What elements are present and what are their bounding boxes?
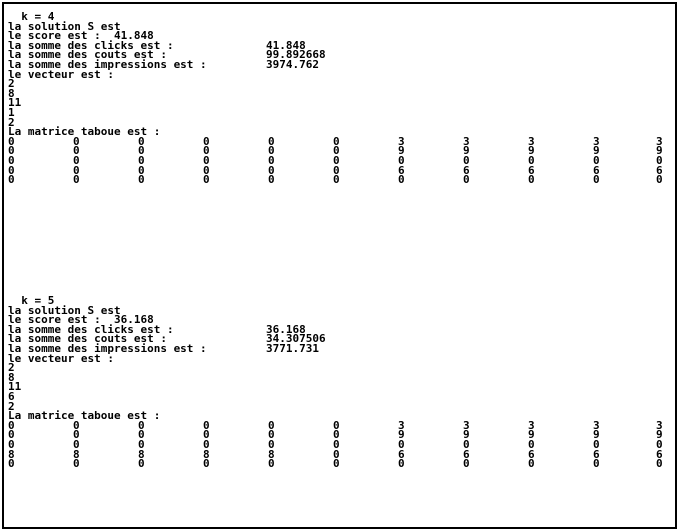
matrice-cell: 9 (656, 144, 663, 158)
matrice-cell: 0 (8, 153, 15, 167)
vecteur-list (8, 363, 671, 411)
matrice-cell: 9 (593, 144, 600, 158)
matrice-cell: 0 (333, 134, 340, 148)
result-block-k4 (8, 12, 671, 185)
matrice-cell: 0 (528, 153, 535, 167)
matrice-cell: 0 (73, 153, 80, 167)
matrice-cell: 0 (398, 457, 405, 471)
couts-value: 34.307506 (266, 332, 326, 346)
matrice-row (8, 459, 671, 469)
matrice-cell: 0 (268, 153, 275, 167)
matrice-cell: 0 (138, 134, 145, 148)
matrice-cell: 0 (138, 153, 145, 167)
matrice-cell: 0 (268, 173, 275, 187)
matrice-cell: 3 (656, 134, 663, 148)
matrice-cell: 6 (463, 163, 470, 177)
vecteur-item: 2 (8, 115, 15, 129)
matrice-cell: 9 (398, 428, 405, 442)
matrice-cell: 6 (398, 447, 405, 461)
result-block-k5 (8, 296, 671, 469)
couts-label: la somme des couts est : (8, 332, 167, 346)
matrice-cell: 8 (138, 447, 145, 461)
matrice-cell: 0 (333, 457, 340, 471)
impressions-label: la somme des impressions est : (8, 57, 207, 71)
matrice-cell: 3 (528, 418, 535, 432)
matrice-cell: 0 (8, 418, 15, 432)
matrice-cell: 0 (268, 437, 275, 451)
matrice-cell: 3 (463, 134, 470, 148)
impressions-value: 3974.762 (266, 57, 319, 71)
matrice-cell: 0 (73, 134, 80, 148)
matrice-cell: 0 (73, 428, 80, 442)
score-line: le score est : 41.848 (8, 29, 154, 43)
matrice-cell: 0 (268, 418, 275, 432)
matrice-cell: 0 (203, 418, 210, 432)
matrice-cell: 0 (333, 153, 340, 167)
matrice-cell: 0 (593, 437, 600, 451)
matrice-cell: 6 (656, 163, 663, 177)
matrice-cell: 0 (138, 144, 145, 158)
matrice-label: La matrice taboue est : (8, 409, 161, 423)
matrice-cell: 0 (268, 163, 275, 177)
matrice-cell: 0 (268, 144, 275, 158)
solution-line: la solution S est (8, 19, 121, 33)
k-line: k = 5 (8, 294, 55, 307)
matrice-cell: 0 (463, 437, 470, 451)
matrice-cell: 9 (656, 428, 663, 442)
matrice-cell: 3 (463, 418, 470, 432)
matrice-cell: 0 (268, 457, 275, 471)
matrice-cell: 6 (593, 163, 600, 177)
matrice-cell: 0 (333, 447, 340, 461)
matrice-cell: 9 (528, 428, 535, 442)
k-line: k = 4 (8, 10, 55, 23)
matrice-cell: 0 (333, 418, 340, 432)
matrice-cell: 0 (8, 163, 15, 177)
matrice-cell: 0 (73, 457, 80, 471)
matrice-cell: 0 (333, 437, 340, 451)
matrice-row (8, 175, 671, 185)
impressions-value: 3771.731 (266, 341, 319, 355)
matrice-cell: 3 (398, 134, 405, 148)
matrice-cell: 0 (138, 437, 145, 451)
matrice-cell: 0 (528, 437, 535, 451)
matrice-cell: 0 (333, 163, 340, 177)
score-line: le score est : 36.168 (8, 313, 154, 327)
vecteur-label: le vecteur est : (8, 67, 114, 81)
clicks-label: la somme des clicks est : (8, 38, 174, 52)
matrice-cell: 0 (138, 457, 145, 471)
matrice-cell: 0 (268, 428, 275, 442)
matrice-cell: 0 (203, 144, 210, 158)
matrice-cell: 0 (398, 173, 405, 187)
matrice-cell: 9 (528, 144, 535, 158)
matrice-cell: 0 (656, 457, 663, 471)
matrice-table (8, 134, 671, 187)
matrice-cell: 0 (138, 163, 145, 177)
vecteur-item: 2 (8, 77, 15, 91)
matrice-cell: 0 (656, 153, 663, 167)
matrice-cell: 0 (203, 457, 210, 471)
matrice-cell: 9 (463, 144, 470, 158)
matrice-cell: 0 (8, 457, 15, 471)
matrice-cell: 0 (656, 437, 663, 451)
impressions-label: la somme des impressions est : (8, 341, 207, 355)
matrice-table (8, 418, 671, 471)
matrice-cell: 0 (203, 428, 210, 442)
matrice-cell: 3 (593, 418, 600, 432)
vecteur-item: 1 (8, 105, 15, 119)
console-window (2, 2, 677, 529)
matrice-cell: 0 (8, 144, 15, 158)
matrice-cell: 6 (593, 447, 600, 461)
matrice-cell: 3 (593, 134, 600, 148)
matrice-cell: 0 (398, 437, 405, 451)
matrice-cell: 0 (528, 173, 535, 187)
matrice-cell: 8 (73, 447, 80, 461)
matrice-cell: 0 (463, 457, 470, 471)
matrice-cell: 0 (528, 457, 535, 471)
matrice-cell: 0 (138, 428, 145, 442)
console-output (8, 12, 671, 523)
vecteur-item: 11 (8, 96, 22, 110)
matrice-cell: 0 (203, 153, 210, 167)
matrice-cell: 9 (593, 428, 600, 442)
matrice-cell: 3 (528, 134, 535, 148)
vecteur-item: 2 (8, 361, 15, 375)
matrice-cell: 3 (398, 418, 405, 432)
vecteur-item: 8 (8, 86, 15, 100)
matrice-cell: 0 (73, 144, 80, 158)
matrice-cell: 0 (203, 134, 210, 148)
matrice-cell: 0 (138, 418, 145, 432)
matrice-cell: 0 (73, 163, 80, 177)
vecteur-item: 2 (8, 399, 15, 413)
matrice-cell: 0 (333, 428, 340, 442)
matrice-cell: 8 (8, 447, 15, 461)
matrice-cell: 0 (203, 173, 210, 187)
matrice-cell: 0 (203, 437, 210, 451)
matrice-cell: 0 (593, 457, 600, 471)
matrice-cell: 0 (593, 173, 600, 187)
matrice-cell: 6 (398, 163, 405, 177)
matrice-cell: 0 (8, 437, 15, 451)
matrice-cell: 0 (8, 173, 15, 187)
matrice-cell: 0 (138, 173, 145, 187)
matrice-cell: 0 (8, 428, 15, 442)
matrice-cell: 6 (528, 447, 535, 461)
vecteur-item: 6 (8, 389, 15, 403)
matrice-cell: 0 (8, 134, 15, 148)
clicks-value: 36.168 (266, 322, 306, 336)
vecteur-item: 11 (8, 380, 22, 394)
matrice-cell: 3 (656, 418, 663, 432)
matrice-cell: 8 (203, 447, 210, 461)
matrice-cell: 6 (528, 163, 535, 177)
clicks-value: 41.848 (266, 38, 306, 52)
solution-line: la solution S est (8, 303, 121, 317)
matrice-cell: 0 (463, 153, 470, 167)
matrice-cell: 0 (398, 153, 405, 167)
matrice-cell: 9 (398, 144, 405, 158)
matrice-cell: 6 (656, 447, 663, 461)
matrice-cell: 0 (593, 153, 600, 167)
clicks-label: la somme des clicks est : (8, 322, 174, 336)
matrice-cell: 0 (73, 418, 80, 432)
matrice-label: La matrice taboue est : (8, 125, 161, 139)
matrice-cell: 0 (73, 173, 80, 187)
matrice-cell: 0 (656, 173, 663, 187)
matrice-cell: 0 (333, 173, 340, 187)
couts-label: la somme des couts est : (8, 48, 167, 62)
matrice-cell: 6 (463, 447, 470, 461)
vecteur-item: 8 (8, 370, 15, 384)
matrice-cell: 8 (268, 447, 275, 461)
matrice-cell: 9 (463, 428, 470, 442)
vecteur-label: le vecteur est : (8, 351, 114, 365)
matrice-cell: 0 (333, 144, 340, 158)
couts-value: 99.892668 (266, 48, 326, 62)
vecteur-list (8, 79, 671, 127)
matrice-cell: 0 (203, 163, 210, 177)
matrice-cell: 0 (268, 134, 275, 148)
matrice-cell: 0 (463, 173, 470, 187)
matrice-cell: 0 (73, 437, 80, 451)
